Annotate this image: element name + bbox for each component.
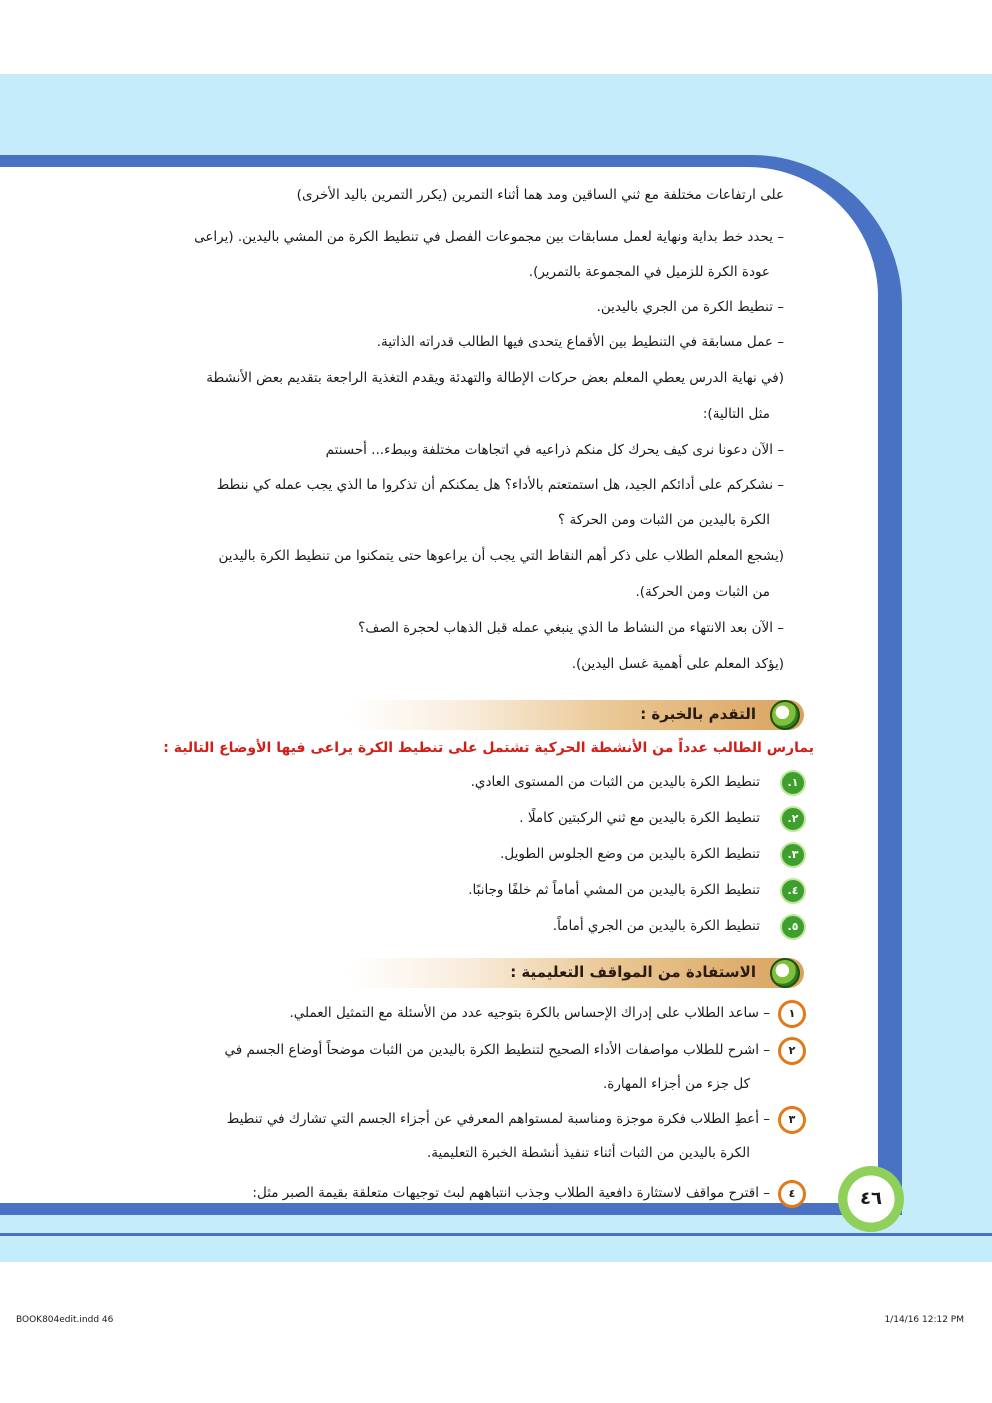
section-title: الاستفادة من المواقف التعليمية : <box>510 963 756 981</box>
body-line: مثل التالية): <box>702 406 770 422</box>
item-number-badge: ٣. <box>780 842 806 868</box>
body-line: الكرة باليدين من الثبات ومن الحركة ؟ <box>558 512 770 528</box>
body-line: – يحدد خط بداية ونهاية لعمل مسابقات بين مجموعات الفصل في تنطيط الكرة من المشي باليدين. (يراعى <box>194 229 784 245</box>
section-banner-teaching-situations <box>348 958 804 988</box>
body-line: – نشكركم على أدائكم الجيد، هل استمتعتم بالأداء؟ هل يمكنكم أن تذكروا ما الذي يجب عمله كي ننطط <box>216 477 784 493</box>
football-icon <box>770 700 800 730</box>
item-number-circle: ٣ <box>778 1106 806 1134</box>
list-item: – ساعد الطلاب على إدراك الإحساس بالكرة بتوجيه عدد من الأسئلة مع التمثيل العملي. <box>289 1005 770 1021</box>
item-number-circle: ٤ <box>778 1180 806 1208</box>
print-slug-date: 1/14/16 12:12 PM <box>884 1315 964 1325</box>
section-banner-progress <box>348 700 804 730</box>
list-item: – اشرح للطلاب مواصفات الأداء الصحيح لتنطيط الكرة باليدين من الثبات موضحاً أوضاع الجسم في <box>224 1042 770 1058</box>
list-item: تنطيط الكرة باليدين من الثبات من المستوى العادي. <box>470 774 760 790</box>
list-item: – اقترح مواقف لاستثارة دافعية الطلاب وجذب انتباههم لبث توجيهات متعلقة بقيمة الصبر مثل: <box>252 1185 770 1201</box>
body-line: من الثبات ومن الحركة). <box>635 584 770 600</box>
body-line: – الآن بعد الانتهاء من النشاط ما الذي ينبغي عمله قبل الذهاب لحجرة الصف؟ <box>358 620 784 636</box>
body-line: (يؤكد المعلم على أهمية غسل اليدين). <box>571 656 784 672</box>
list-item: تنطيط الكرة باليدين من وضع الجلوس الطويل. <box>500 846 760 862</box>
section-intro: يمارس الطالب عدداً من الأنشطة الحركية تشتمل على تنطيط الكرة يراعى فيها الأوضاع التالية : <box>163 740 814 756</box>
body-line: (يشجع المعلم الطلاب على ذكر أهم النقاط التي يجب أن يراعوها حتى يتمكنوا من تنطيط الكرة باليدين <box>218 548 784 564</box>
body-line: عودة الكرة للزميل في المجموعة بالتمرير). <box>528 264 770 280</box>
football-icon <box>770 958 800 988</box>
print-slug-file: BOOK804edit.indd 46 <box>16 1315 114 1325</box>
list-item: تنطيط الكرة باليدين من الجري أماماً. <box>552 918 760 934</box>
body-line: (في نهاية الدرس يعطي المعلم بعض حركات الإطالة والتهدئة ويقدم التغذية الراجعة بتقديم بعض الأنشطة <box>206 370 784 386</box>
list-item: تنطيط الكرة باليدين مع ثني الركبتين كاملًا . <box>519 810 760 826</box>
body-line: – الآن دعونا نرى كيف يحرك كل منكم ذراعيه في اتجاهات مختلفة وببطء... أحسنتم <box>325 442 784 458</box>
section-title: التقدم بالخبرة : <box>640 705 756 723</box>
item-number-circle: ٢ <box>778 1037 806 1065</box>
item-number-badge: ١. <box>780 770 806 796</box>
page-number: ٤٦ <box>838 1166 904 1232</box>
list-item: تنطيط الكرة باليدين من المشي أماماً ثم خلفًا وجانبًا. <box>468 882 760 898</box>
item-number-circle: ١ <box>778 1000 806 1028</box>
item-number-badge: ٢. <box>780 806 806 832</box>
list-item-continuation: كل جزء من أجزاء المهارة. <box>603 1076 750 1092</box>
list-item-continuation: الكرة باليدين من الثبات أثناء تنفيذ أنشطة الخبرة التعليمية. <box>427 1145 750 1161</box>
item-number-badge: ٤. <box>780 878 806 904</box>
body-line: – عمل مسابقة في التنطيط بين الأقماع يتحدى فيها الطالب قدراته الذاتية. <box>376 334 784 350</box>
body-line: على ارتفاعات مختلفة مع ثني الساقين ومد هما أثناء التمرين (يكرر التمرين باليد الأخرى) <box>296 187 784 203</box>
list-item: – أعطِ الطلاب فكرة موجزة ومناسبة لمستواهم المعرفي عن أجزاء الجسم التي تشارك في تنطيط <box>226 1111 770 1127</box>
item-number-badge: ٥. <box>780 914 806 940</box>
body-line: – تنطيط الكرة من الجري باليدين. <box>596 299 784 315</box>
